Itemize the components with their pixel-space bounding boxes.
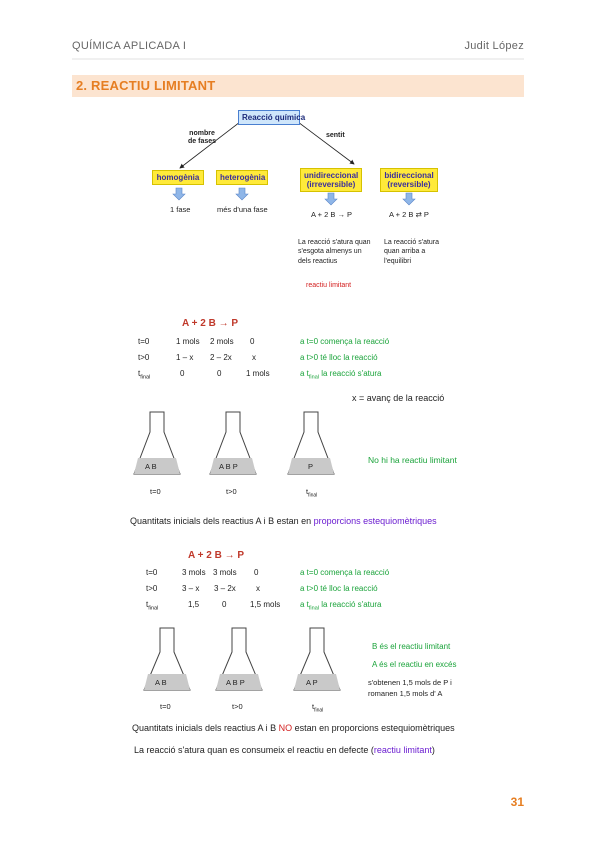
ex2-row1-note: a t>0 té lloc la reacció — [300, 584, 378, 593]
ex2-row0-b: 3 mols — [213, 568, 237, 577]
ex2-obtained: s'obtenen 1,5 mols de P i romanen 1,5 mols d' A — [368, 678, 452, 698]
ex1-flask1-label: t>0 — [226, 487, 237, 496]
ex2-row2-time: $t_{final}$ — [146, 600, 159, 612]
header-author: Judit López — [464, 40, 524, 52]
ex2-row0-note: a t=0 comença la reacció — [300, 568, 390, 577]
ex2-row0-time: t=0 — [146, 568, 158, 577]
sub-multi-phase: més d'una fase — [217, 205, 268, 214]
ex1-result: No hi ha reactiu limitant — [368, 455, 457, 465]
ex1-row0-a: 1 mols — [176, 337, 200, 346]
sub-reversible-eq: A + 2 B ⇄ P — [389, 210, 429, 219]
sub-irreversible-eq: A + 2 B → P — [311, 210, 353, 219]
ex2-flask0-label: t=0 — [160, 702, 171, 711]
ex1-flask0-contents: A B — [145, 462, 157, 471]
ex2-flask1-contents: A B P — [226, 678, 245, 687]
ex2-flask2-contents: A P — [306, 678, 318, 687]
note-reversible: La reacció s'atura quan arriba a l'equilibri — [384, 239, 440, 265]
ex1-caption: Quantitats inicials dels reactius A i B estan en proporcions estequiomètriques — [130, 516, 437, 526]
ex2-equation: A + 2 B → P — [188, 550, 245, 561]
ex2-flask1-label: t>0 — [232, 702, 243, 711]
sub-one-phase: 1 fase — [170, 205, 191, 214]
ex2-row0-p: 0 — [254, 568, 259, 577]
ex2-excess: A és el reactiu en excés — [372, 660, 457, 669]
ex2-row1-p: x — [256, 584, 260, 593]
ex1-equation: A + 2 B → P — [182, 318, 239, 329]
ex1-flask0-label: t=0 — [150, 487, 161, 496]
ex1-flask2-contents: P — [308, 462, 314, 471]
box-heterogeneous: heterogènia — [216, 170, 268, 185]
note-irreversible: La reacció s'atura quan s'esgota almenys un dels reactius — [298, 239, 371, 265]
ex2-flask2-label: $t_{final}$ — [312, 702, 324, 714]
ex1-row0-time: t=0 — [138, 337, 150, 346]
ex1-flask1-contents: A B P — [219, 462, 238, 471]
ex2-caption: Quantitats inicials dels reactius A i B NO estan en proporcions estequiomètriques — [132, 723, 455, 733]
page-number: 31 — [510, 795, 524, 809]
box-bidirectional: bidireccional (reversible) — [380, 168, 438, 192]
ex2-row2-a: 1,5 — [188, 600, 200, 609]
ex2-row2-b: 0 — [222, 600, 227, 609]
edge-label-direction: sentit — [326, 132, 345, 139]
ex2-row1-b: 3 – 2x — [214, 584, 236, 593]
ex2-row2-p: 1,5 mols — [250, 600, 281, 609]
ex1-row0-note: a t=0 comença la reacció — [300, 337, 390, 346]
ex2-conclusion: La reacció s'atura quan es consumeix el reactiu en defecte (reactiu limitant) — [134, 745, 435, 755]
ex1-row2-note: a $t_{final}$ la reacció s'atura — [300, 369, 382, 381]
ex2-limiting: B és el reactiu limitant — [372, 642, 451, 651]
ex1-row0-b: 2 mols — [210, 337, 234, 346]
section-title: 2. REACTIU LIMITANT — [76, 78, 216, 93]
ex2-row0-a: 3 mols — [182, 568, 206, 577]
ex1-flask2-label: $t_{final}$ — [306, 487, 318, 499]
reaction-root-box: Reacció química — [238, 110, 300, 125]
ex1-row2-time: $t_{final}$ — [138, 369, 151, 381]
ex2-row1-time: t>0 — [146, 584, 158, 593]
ex2-flask0-contents: A B — [155, 678, 167, 687]
box-unidirectional: unidireccional (irreversible) — [300, 168, 362, 192]
edge-label-phases: nombre de fases — [188, 130, 217, 146]
ex1-row2-b: 0 — [217, 369, 222, 378]
ex2-row2-note: a $t_{final}$ la reacció s'atura — [300, 600, 382, 612]
header-course: QUÍMICA APLICADA I — [72, 40, 187, 52]
box-homogeneous: homogènia — [152, 170, 204, 185]
ex1-row2-a: 0 — [180, 369, 185, 378]
ex2-row1-a: 3 – x — [182, 584, 200, 593]
ex1-row2-p: 1 mols — [246, 369, 270, 378]
ex1-row0-p: 0 — [250, 337, 255, 346]
limiting-reagent-highlight: reactiu limitant — [306, 282, 352, 289]
ex1-row1-note: a t>0 té lloc la reacció — [300, 353, 378, 362]
ex1-extent-definition: x = avanç de la reacció — [352, 393, 445, 403]
ex1-row1-time: t>0 — [138, 353, 150, 362]
ex1-row1-b: 2 – 2x — [210, 353, 232, 362]
ex1-row1-p: x — [252, 353, 256, 362]
ex1-row1-a: 1 – x — [176, 353, 194, 362]
